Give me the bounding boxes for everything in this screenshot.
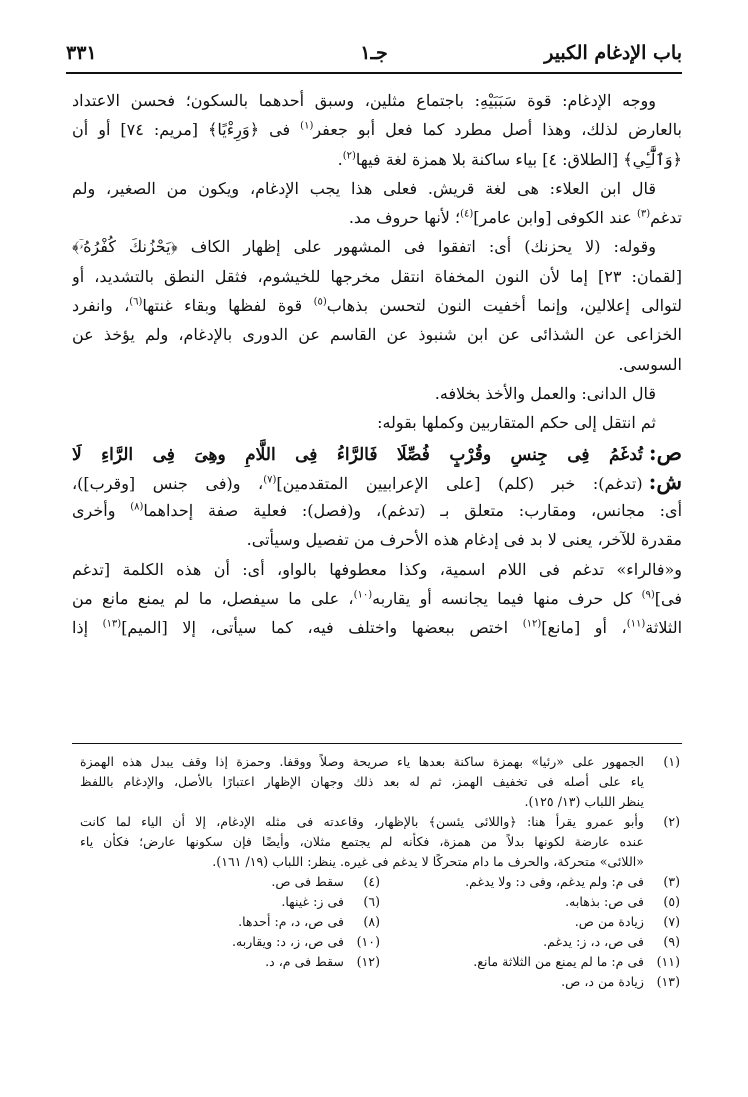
footnote: (٢) وأبو عمرو يقرأ هنا: ﴿واللائى يئسن﴾ بالإظهار، وقاعدته فى مثله الإدغام، إلا أن الياء لما كانت عنده عارضة لكونها بدلاً من همزة، فكأنه لم يجتمع مثلان، وأيضًا فإن سكونها عارض؛ فكأن ياء «اللائى» متحركة، والحرف ما دام متحركًا لا يدغم فى غيره. ينظر: اللباب (١٩/ ١٦١). [80, 812, 680, 872]
text-line: ثم انتقل إلى حكم المتقاربين وكملها بقوله: [377, 413, 656, 433]
text-line: ﴿وَٱلَّٰٓـِٔي﴾ [الطلاق: ٤] بياء ساكنة بلا همزة لغة فيها$^{(٢)}$. [337, 149, 682, 169]
footnote-ref: (٧) [263, 474, 277, 486]
footnote-ref: (٥) [313, 296, 327, 308]
footnote-ref: (٣) [636, 208, 651, 220]
text-line: ش:(تدغم): خبر (كلم) [على الإعرابيين المتقدمين]$^{(٧)}$، و(فى جنس [وقرب])، [72, 467, 682, 496]
poem-verse: ص:تُدغَمُ فِى جِنسٍ وقُرْبٍ فُصِّلَا فَالرَّاءُ فِى اللَّامِ وهِىَ فِى الرَّاءِ لَا [72, 438, 682, 467]
text-line: بالعارض لذلك، وهذا أصل مطرد كما فعل أبو جعفر$^{(١)}$ فى ﴿وَرِءْيًا﴾ [مريم: ٧٤] أو أن [72, 120, 682, 140]
footnotes [80, 752, 680, 992]
footnote-pair: (٩) فى ص، د، ز: يدغم. (١٠) فى ص، ز، د: ويقاربه. [232, 934, 680, 949]
footnote-ref: (١١) [626, 619, 646, 631]
text-line: لتوالى إعلالين، وإنما أخفيت النون لتحسن بذهاب$^{(٥)}$ قوة لفظها وبقاء غنتها$^{(٦)}$، وانفرد [72, 296, 682, 316]
text-line: الخزاعى عن الشذائى عن ابن شنبوذ عن القاسم عن الدورى بالإدغام، ولم يؤخذ عن [72, 325, 682, 345]
header-divider [66, 72, 682, 74]
footnote-ref: (١) [300, 120, 314, 132]
page-number: ٣٣١ [66, 42, 97, 64]
commentary-label: ش: [648, 468, 682, 494]
text-line: فى]$^{(٩)}$ كل حرف منها فيما يجانسه أو يقاربه$^{(١٠)}$، على ما سيفصل، ما لم يمنع مانع من [72, 589, 682, 609]
text-line: [لقمان: ٢٣] إما لأن النون المخفاة انتقل مخرجها للخيشوم، فثقل النطق بالتشديد، أو [72, 266, 682, 286]
footnote-ref: (٢) [342, 150, 356, 162]
text-line: مقدرة للآخر، يعنى لا بد فى إدغام هذه الأحرف من تفصيل وسيأتى. [246, 530, 682, 550]
text-line: قال الدانى: والعمل والأخذ بخلافه. [434, 383, 656, 403]
text-line: وقوله: (لا يحزنك) أى: اتفقوا فى المشهور على إظهار الكاف ﴿يَحْزُنكَ كُفْرُهُۥٓ﴾ [72, 237, 656, 257]
footnote-ref: (٨) [130, 501, 144, 513]
chapter-title: باب الإدغام الكبير [544, 42, 682, 64]
text-line: السوسى. [618, 354, 682, 374]
footnote-pair: (٧) زيادة من ص. (٨) فى ص، د، م: أحدها. [238, 914, 680, 929]
main-text [72, 86, 682, 643]
footnote-ref: (٦) [129, 296, 143, 308]
footnote-number: (٢) [663, 814, 680, 829]
footnote: (١) الجمهور على «رئيا» بهمزة ساكنة بعدها ياء صريحة وصلاً ووقفا. وحمزة إذا وقف يبدل هذه الهمزة ياء على أصله فى تخفيف الهمز، ثم له بعد ذلك وجهان الإظهار اعتبارًا بالأصل، والإدغام باللفظ ينظر اللباب (١٣/ ١٢٥). [80, 752, 680, 812]
footnote-pair: (١١) فى م: ما لم يمنع من الثلاثة مانع. (١٢) سقط فى م، د. [265, 954, 680, 969]
footnote-number: (١) [663, 754, 680, 769]
poem-label: ص: [648, 439, 682, 465]
footnote-ref: (٤) [460, 208, 474, 220]
footnote-pair: (٣) فى م: ولم يدغم، وفى د: ولا يدغم. (٤) سقط فى ص. [271, 874, 680, 889]
footnote-ref: (٩) [641, 589, 655, 601]
footnote-divider [72, 743, 682, 744]
text-line: ووجه الإدغام: قوة سَبَبَيْهِ: باجتماع مثلين، وسبق أحدهما بالسكون؛ فحسن الاعتداد [72, 91, 656, 110]
volume-label: جـ١ [360, 42, 388, 64]
text-line: و«فالراء» تدغم فى اللام اسمية، وكذا معطوفها بالواو، أى: أن هذه الكلمة [تدغم [72, 559, 682, 579]
footnote-ref: (١٠) [353, 589, 373, 601]
text-line: قال ابن العلاء: هى لغة قريش. فعلى هذا يجب الإدغام، ويكون من الصغير، ولم [72, 178, 657, 198]
text-line: أى: مجانس، ومقارب: متعلق بـ (تدغم)، و(فصل): فعلية صفة إحداهما$^{(٨)}$ وأخرى [72, 501, 682, 521]
text-line: الثلاثة$^{(١١)}$، أو [مانع]$^{(١٢)}$ اختص ببعضها واختلف فيه، كما سيأتى، إلا [الميم]$^{(١٣)}$ إذا [72, 618, 682, 638]
footnote-pair: (٥) فى ص: بذهابه. (٦) فى ز: غينها. [281, 894, 680, 909]
footnote-pair: (١٣) زيادة من د، ص. [561, 974, 680, 989]
running-header [66, 38, 682, 70]
footnote-ref: (١٣) [102, 619, 122, 631]
text-line: تدغم$^{(٣)}$ عند الكوفى [وابن عامر]$^{(٤)}$؛ لأنها حروف مد. [348, 208, 682, 228]
footnote-ref: (١٢) [522, 619, 542, 631]
